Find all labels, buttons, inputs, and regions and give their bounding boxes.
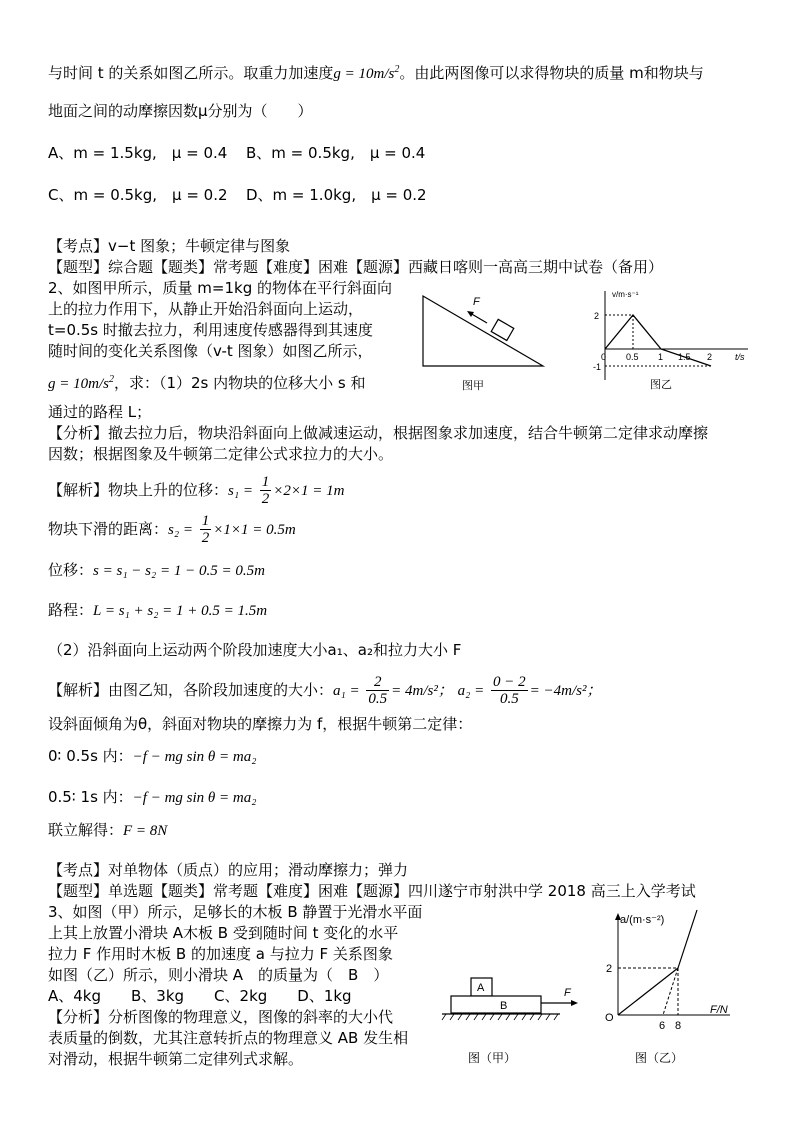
q2-jiexi-shengwei: 【解析】物块上升的位移：s₁ = $\frac{1}{2}$ ×2×1 = 1m (48, 474, 345, 507)
q2-stem-6: 通过的路程 L； (48, 403, 152, 421)
q2-weiyi: 位移：s = s₁ − s₂ = 1 − 0.5 = 0.5m (48, 561, 265, 579)
tick-y-neg1: -1 (593, 362, 602, 372)
tick-x-15: 1.5 (678, 352, 691, 362)
incline-triangle (423, 296, 543, 366)
q1-stem-line1: 与时间 t 的关系如图乙所示。取重力加速度$g = 10m/s^2$。由此两图像可以求得物块的质量 m和物块与 (48, 64, 704, 82)
q2-lianli: 联立解得：F = 8N (48, 821, 168, 839)
q3-origin: O (605, 1012, 614, 1024)
q3-tick-x-6: 6 (659, 1020, 666, 1032)
tick-y-2: 2 (594, 311, 600, 321)
fig-yi-caption: 图乙 (650, 379, 672, 391)
q3-tick-x-8: 8 (675, 1020, 682, 1032)
af-line-high (678, 910, 697, 968)
q2-tixing: 【题型】综合题【题类】常考题【难度】困难【题源】西藏日喀则一高高三期中试卷（备用） (48, 258, 664, 276)
q3-figure-yi (600, 905, 740, 1075)
q3-fig-yi-caption: 图（乙） (635, 1051, 684, 1065)
q2-stem-4: 随时间的变化关系图像（v-t 图象）如图乙所示， (48, 342, 373, 360)
q3-fenxi-2: 表质量的倒数，尤其注意转折点的物理意义 AB 发生相 (48, 1029, 409, 1047)
q2-eq2: 0.5∶ 1s 内：−f − mg sin θ = ma₂ (48, 788, 257, 806)
fig-jia-caption: 图甲 (462, 380, 484, 392)
q3-figure-jia (440, 970, 590, 1070)
q3-stem-1: 3、如图（甲）所示，足够长的木板 B 静置于光滑水平面 (48, 903, 423, 921)
q3-tick-y-2: 2 (606, 963, 613, 975)
q3-options: A、4kg B、3kg C、2kg D、1kg (48, 987, 352, 1005)
af-line-low (618, 968, 678, 1015)
q3-graph-x-unit: F/N (710, 1004, 728, 1016)
q2-fenxi-1: 【分析】撤去拉力后，物块沿斜面向上做减速运动，根据图象求加速度，结合牛顿第二定律求动摩擦 (48, 424, 709, 442)
q1-option-d: D、m = 1.0kg, μ = 0.2 (246, 186, 427, 204)
q2-incline-text: 设斜面倾角为θ，斜面对物块的摩擦力为 f，根据牛顿第二定律： (48, 715, 473, 733)
ground-hatch (442, 1014, 558, 1020)
force-arrow (470, 313, 487, 323)
q2-xiahua: 物块下滑的距离：s₂ = $\frac{1}{2}$ ×1×1 = 0.5m (48, 513, 296, 546)
q3-stem-4: 如图（乙）所示，则小滑块 A 的质量为（ B ） (48, 966, 389, 984)
tick-x-0: 0 (601, 352, 607, 362)
tick-x-1: 1 (658, 352, 664, 362)
q2-stem-3: t=0.5s 时撤去拉力，利用速度传感器得到其速度 (48, 321, 373, 339)
q3-stem-2: 上其上放置小滑块 A木板 B 受到随时间 t 变化的水平 (48, 924, 399, 942)
q3-fenxi-3: 对滑动，根据牛顿第二定律列式求解。 (48, 1050, 304, 1068)
block-a-label: A (477, 982, 485, 994)
tick-x-05: 0.5 (626, 352, 639, 362)
force-label: F (473, 296, 480, 308)
q2-stem-5: $g = 10m/s^2$，求：（1）2s 内物块的位移大小 s 和 (48, 374, 366, 392)
q2-jiexi-accel: 【解析】由图乙知，各阶段加速度的大小：a₁ = $\frac{2}{0.5}$ = 4m/s²； a₂ = $\frac{0 - 2}{0.5}$ = −4m/s²； (48, 674, 602, 707)
q3-kaodian: 【考点】对单物体（质点）的应用；滑动摩擦力；弹力 (48, 861, 409, 879)
q2-part2: （2）沿斜面向上运动两个阶段加速度大小a₁、a₂和拉力大小 F (48, 641, 462, 659)
q3-fig-jia-caption: 图（甲） (468, 1051, 517, 1065)
q2-kaodian: 【考点】v−t 图象；牛顿定律与图象 (48, 237, 291, 255)
q2-lucheng: 路程：L = s₁ + s₂ = 1 + 0.5 = 1.5m (48, 601, 268, 619)
q2-figure-yi (590, 285, 755, 395)
force-arrowhead (467, 311, 474, 317)
graph-y-unit: v/m·s⁻¹ (612, 290, 639, 299)
q2-eq1: 0∶ 0.5s 内：−f − mg sin θ = ma₂ (48, 747, 257, 765)
q2-fenxi-2: 因数；根据图象及牛顿第二定律公式求拉力的大小。 (48, 445, 394, 463)
q2-stem-1: 2、如图甲所示，质量 m=1kg 的物体在平行斜面向 (48, 279, 393, 297)
q1-option-c: C、m = 0.5kg, μ = 0.2 (48, 186, 228, 204)
q3-graph-y-unit: a/(m·s⁻²) (620, 914, 665, 926)
q3-tixing: 【题型】单选题【题类】常考题【难度】困难【题源】四川遂宁市射洪中学 2018 高三上入学考试 (48, 882, 696, 900)
q2-stem-2: 上的拉力作用下，从静止开始沿斜面向上运动， (48, 300, 364, 318)
graph-x-unit: t/s (735, 352, 745, 362)
q2-figure-jia (415, 288, 550, 393)
q1-option-a: A、m = 1.5kg, μ = 0.4 (48, 144, 228, 162)
tick-x-2: 2 (707, 352, 713, 362)
q3-stem-3: 拉力 F 作用时木板 B 的加速度 a 与拉力 F 关系图象 (48, 945, 393, 963)
q1-option-b: B、m = 0.5kg, μ = 0.4 (246, 144, 426, 162)
board-b-label: B (500, 1000, 508, 1012)
q3-force-label: F (564, 987, 571, 999)
board-b (451, 996, 541, 1013)
q1-stem-line2: 地面之间的动摩擦因数μ分别为（ ） (48, 102, 313, 120)
q3-fenxi-1: 【分析】分析图像的物理意义，图像的斜率的大小代 (48, 1008, 394, 1026)
